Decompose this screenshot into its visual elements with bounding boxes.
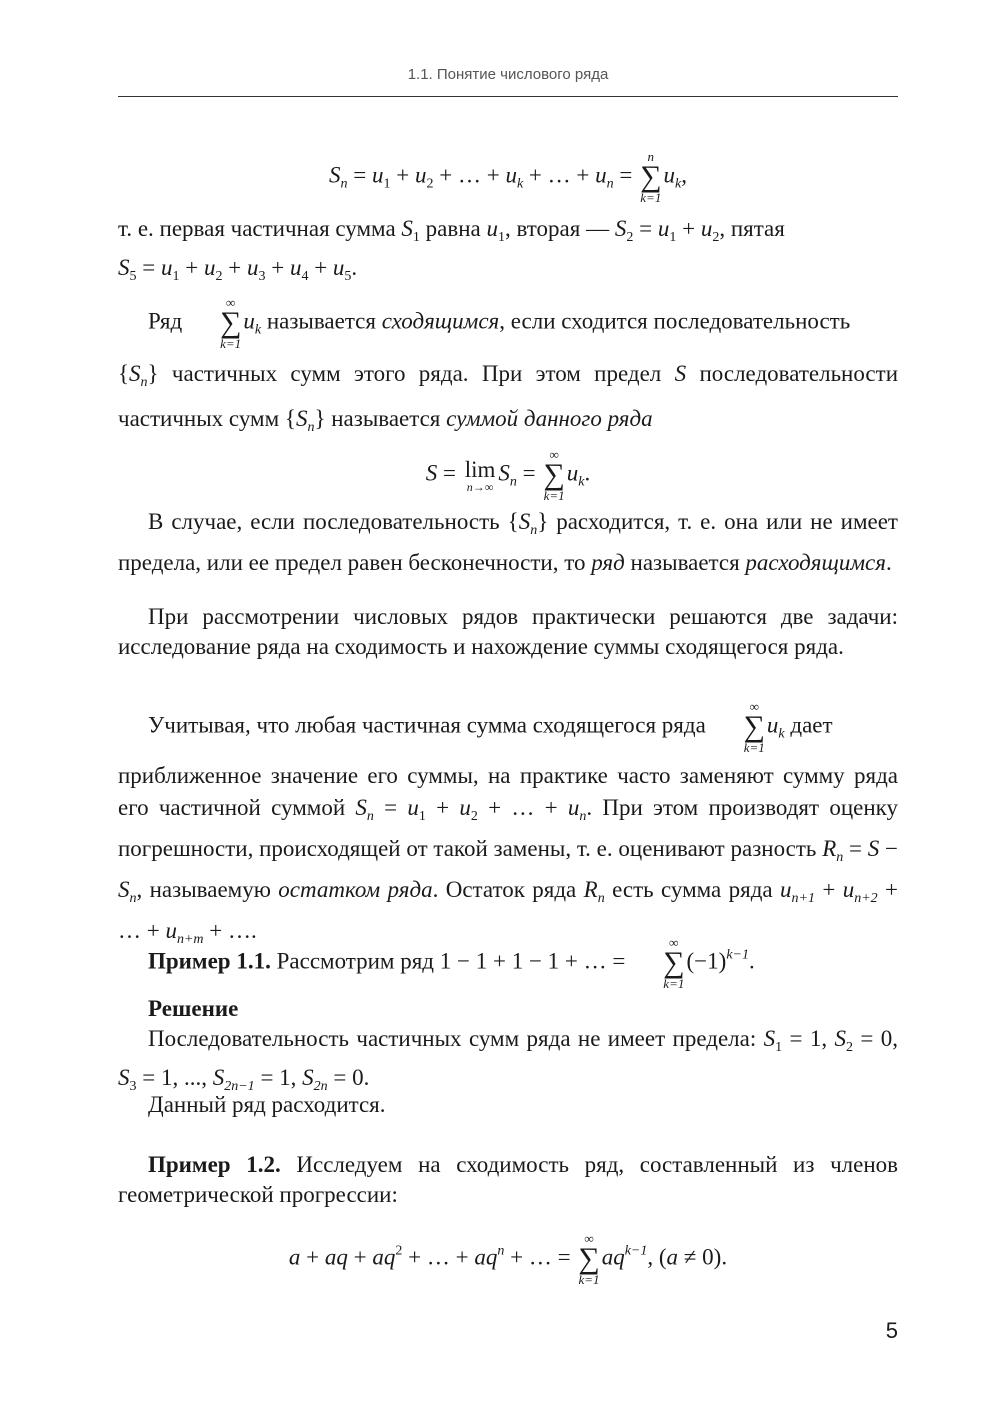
header-rule <box>118 96 898 97</box>
example-1-2: Пример 1.2. Исследуем на сходимость ряд, составленный из членов геометрической прогрессии: <box>118 1152 899 1207</box>
solution-heading: Решение <box>148 996 239 1021</box>
paragraph-approximation-cont: приближенное значение его суммы, на практике часто заменяют сумму ряда его частичной суммой $S_n = u_1 + u_2$ + … + $u_n$. При этом производят оценку погрешности, происходящей от такой замены, т. е. оценивают разность $R_n = S - S_n$, называемую остатком ряда. Остаток ряда $R_n$ есть сумма ряда $u_{n+1} + u_{n+2}$ + … + $u_{n+m}$ + …. <box>118 763 898 947</box>
paragraph-convergent-definition: Ряд ∞ ∑ k=1 $u_k$ называется сходящимся, если сходится последовательность <box>148 295 851 351</box>
solution-conclusion: Данный ряд расходится. <box>148 1092 386 1117</box>
example-1-1: Пример 1.1. Рассмотрим ряд 1 − 1 + 1 − 1 + … = ∞ ∑ k=1 $(-1)^{k-1}$. <box>148 935 755 991</box>
paragraph-divergent: В случае, если последовательность $\{S_n\}$ расходится, т. е. она или не имеет предела, или ее предел равен бесконечности, то ряд называется расходящимся. <box>118 509 898 575</box>
solution-text: Последовательность частичных сумм ряда не имеет предела: $S_1 = 1$, $S_2 = 0$, $S_3 = 1$, ..., $S_{2n-1} = 1$, $S_{2n} = 0$. <box>118 1026 898 1094</box>
formula-series-sum: S = lim n→∞ $S_n$ = ∞ ∑ k=1 $u_k$. <box>425 447 591 503</box>
formula-geometric-series: a + aq + $aq^2$ + … + $aq^n$ + … = ∞ ∑ k=1 $aq^{k-1}$, (a ≠ 0). <box>288 1231 728 1287</box>
page-number: 5 <box>885 1318 898 1343</box>
paragraph-partial-sums: т. е. первая частичная сумма $S_1$ равна $u_1$, вторая — $S_2 = u_1 + u_2$, пятая $S_5 = u_1 + u_2 + u_3 + u_4 + u_5$. <box>118 216 785 284</box>
paragraph-approximation: Учитывая, что любая частичная сумма сходящегося ряда ∞ ∑ k=1 $u_k$ дает <box>148 699 833 755</box>
paragraph-convergent-definition-cont: $\{S_n\}$ частичных сумм этого ряда. При этом предел S последовательности частичных сумм $\{S_n\}$ называется суммой данного ряда <box>118 361 899 435</box>
running-header: 1.1. Понятие числового ряда <box>407 66 609 83</box>
formula-partial-sum: $S_n = u_1 + u_2$ + … + $u_k$ + … + $u_n$ = n ∑ k=1 $u_k$, <box>329 149 687 205</box>
paragraph-two-tasks: При рассмотрении числовых рядов практически решаются две задачи: исследование ряда на сходимость и нахождение суммы сходящегося ряда. <box>118 604 898 659</box>
